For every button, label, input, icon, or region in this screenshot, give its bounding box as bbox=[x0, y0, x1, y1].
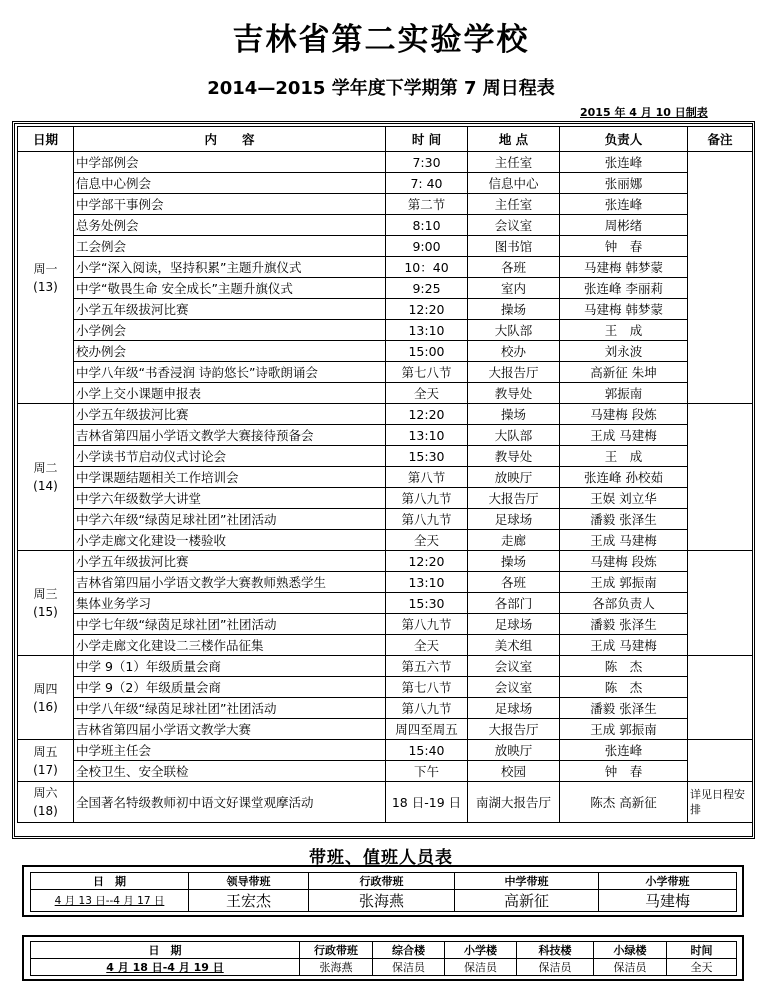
event-time: 12:20 bbox=[386, 404, 468, 425]
duty-header: 中学带班 bbox=[455, 873, 599, 890]
event-person: 周彬绪 bbox=[560, 215, 688, 236]
event-person: 张连峰 孙校茹 bbox=[560, 467, 688, 488]
week-day-number: (14) bbox=[33, 479, 58, 493]
event-place: 室内 bbox=[468, 278, 560, 299]
event-content: 中学部干事例会 bbox=[74, 194, 386, 215]
table-row bbox=[18, 383, 753, 404]
week-day-number: (15) bbox=[33, 605, 58, 619]
event-time: 13:10 bbox=[386, 425, 468, 446]
table-row bbox=[18, 782, 753, 823]
event-time: 7:30 bbox=[386, 152, 468, 173]
event-content: 总务处例会 bbox=[74, 215, 386, 236]
schedule-subtitle: 2014—2015 学年度下学期第 7 周日程表 bbox=[207, 78, 555, 99]
event-place: 图书馆 bbox=[468, 236, 560, 257]
table-row bbox=[18, 593, 753, 614]
event-time: 15:40 bbox=[386, 740, 468, 761]
event-person: 张连峰 bbox=[560, 740, 688, 761]
event-person: 刘永波 bbox=[560, 341, 688, 362]
event-note bbox=[688, 740, 753, 782]
duty-date: 4 月 13 日--4 月 17 日 bbox=[31, 890, 189, 912]
event-person: 各部负责人 bbox=[560, 593, 688, 614]
event-content: 信息中心例会 bbox=[74, 173, 386, 194]
table-row bbox=[18, 656, 753, 677]
weekday-duty-table bbox=[30, 872, 737, 912]
event-content: 小学“深入阅读，坚持积累”主题升旗仪式 bbox=[74, 257, 386, 278]
event-content: 中学八年级“书香浸润 诗韵悠长”诗歌朗诵会 bbox=[74, 362, 386, 383]
event-place: 足球场 bbox=[468, 614, 560, 635]
school-title: 吉林省第二实验学校 bbox=[232, 22, 530, 58]
event-place: 主任室 bbox=[468, 194, 560, 215]
event-place: 教导处 bbox=[468, 383, 560, 404]
made-date: 2015 年 4 月 10 日制表 bbox=[580, 106, 708, 119]
event-content: 中学 9（1）年级质量会商 bbox=[74, 656, 386, 677]
event-time: 12:20 bbox=[386, 299, 468, 320]
duty-header: 科技楼 bbox=[517, 942, 594, 959]
event-time: 10：40 bbox=[386, 257, 468, 278]
event-place: 各班 bbox=[468, 572, 560, 593]
weekday-duty-row bbox=[31, 890, 737, 912]
schedule-header-row bbox=[18, 127, 753, 152]
event-person: 王成 马建梅 bbox=[560, 425, 688, 446]
table-row bbox=[18, 740, 753, 761]
event-person: 潘毅 张泽生 bbox=[560, 698, 688, 719]
weekday-duty-header bbox=[31, 873, 737, 890]
duty-header: 行政带班 bbox=[300, 942, 373, 959]
event-content: 工会例会 bbox=[74, 236, 386, 257]
event-content: 小学五年级拔河比赛 bbox=[74, 299, 386, 320]
weekend-duty-box bbox=[22, 935, 744, 981]
event-place: 校园 bbox=[468, 761, 560, 782]
event-person: 潘毅 张泽生 bbox=[560, 509, 688, 530]
event-content: 中学课题结题相关工作培训会 bbox=[74, 467, 386, 488]
day-name: 周一 bbox=[33, 261, 58, 276]
event-content: 集体业务学习 bbox=[74, 593, 386, 614]
event-time: 13:10 bbox=[386, 320, 468, 341]
day-cell bbox=[18, 656, 74, 740]
event-place: 放映厅 bbox=[468, 467, 560, 488]
table-row bbox=[18, 320, 753, 341]
event-person: 马建梅 段炼 bbox=[560, 551, 688, 572]
duty-title: 带班、值班人员表 bbox=[309, 848, 453, 868]
table-row bbox=[18, 446, 753, 467]
event-place: 操场 bbox=[468, 404, 560, 425]
duty-header: 行政带班 bbox=[309, 873, 455, 890]
table-row bbox=[18, 635, 753, 656]
event-content: 小学五年级拔河比赛 bbox=[74, 551, 386, 572]
column-header: 时 间 bbox=[386, 127, 468, 152]
event-place: 各部门 bbox=[468, 593, 560, 614]
day-name: 周六 bbox=[33, 786, 58, 800]
event-content: 全校卫生、安全联检 bbox=[74, 761, 386, 782]
event-person: 王成 郭振南 bbox=[560, 719, 688, 740]
event-person: 张连峰 bbox=[560, 194, 688, 215]
weekend-duty-table bbox=[30, 941, 737, 976]
event-time: 第八九节 bbox=[386, 614, 468, 635]
day-cell bbox=[18, 551, 74, 656]
day-cell bbox=[18, 404, 74, 551]
event-content: 吉林省第四届小学语文教学大赛接待预备会 bbox=[74, 425, 386, 446]
table-row bbox=[18, 677, 753, 698]
duty-person: 王宏杰 bbox=[189, 890, 309, 912]
schedule-table bbox=[17, 126, 753, 823]
day-cell bbox=[18, 152, 74, 404]
event-time: 第七八节 bbox=[386, 362, 468, 383]
event-place: 校办 bbox=[468, 341, 560, 362]
event-time: 第七八节 bbox=[386, 677, 468, 698]
event-place: 大报告厅 bbox=[468, 362, 560, 383]
event-content: 全国著名特级教师初中语文好课堂观摩活动 bbox=[74, 782, 386, 823]
table-row bbox=[18, 278, 753, 299]
week-day-number: (13) bbox=[33, 279, 58, 294]
duty-header: 小绿楼 bbox=[594, 942, 667, 959]
table-row bbox=[18, 299, 753, 320]
event-place: 会议室 bbox=[468, 215, 560, 236]
event-content: 吉林省第四届小学语文教学大赛 bbox=[74, 719, 386, 740]
event-time: 下午 bbox=[386, 761, 468, 782]
duty-header: 日 期 bbox=[31, 942, 300, 959]
column-header: 备注 bbox=[688, 127, 753, 152]
event-person: 张连峰 bbox=[560, 152, 688, 173]
event-person: 王成 马建梅 bbox=[560, 635, 688, 656]
event-place: 操场 bbox=[468, 551, 560, 572]
event-person: 王成 郭振南 bbox=[560, 572, 688, 593]
duty-person: 保洁员 bbox=[445, 959, 517, 976]
day-name: 周三 bbox=[33, 587, 58, 601]
event-note: 详见日程安排 bbox=[688, 782, 753, 823]
duty-header: 时间 bbox=[667, 942, 737, 959]
duty-header: 领导带班 bbox=[189, 873, 309, 890]
event-content: 中学六年级数学大讲堂 bbox=[74, 488, 386, 509]
table-row bbox=[18, 698, 753, 719]
event-place: 足球场 bbox=[468, 509, 560, 530]
event-content: 小学上交小课题申报表 bbox=[74, 383, 386, 404]
event-content: 中学六年级“绿茵足球社团”社团活动 bbox=[74, 509, 386, 530]
event-content: 中学班主任会 bbox=[74, 740, 386, 761]
duty-person: 全天 bbox=[667, 959, 737, 976]
event-person: 王成 马建梅 bbox=[560, 530, 688, 551]
table-row bbox=[18, 362, 753, 383]
event-time: 9:00 bbox=[386, 236, 468, 257]
event-person: 马建梅 韩梦蒙 bbox=[560, 299, 688, 320]
event-content: 中学“敬畏生命 安全成长”主题升旗仪式 bbox=[74, 278, 386, 299]
event-place: 放映厅 bbox=[468, 740, 560, 761]
table-row bbox=[18, 761, 753, 782]
event-time: 第八节 bbox=[386, 467, 468, 488]
event-content: 吉林省第四届小学语文教学大赛教师熟悉学生 bbox=[74, 572, 386, 593]
table-row bbox=[18, 572, 753, 593]
event-place: 操场 bbox=[468, 299, 560, 320]
event-person: 钟 春 bbox=[560, 236, 688, 257]
duty-header: 日 期 bbox=[31, 873, 189, 890]
event-time: 12:20 bbox=[386, 551, 468, 572]
weekend-duty-header bbox=[31, 942, 737, 959]
event-time: 13:10 bbox=[386, 572, 468, 593]
table-row bbox=[18, 488, 753, 509]
event-place: 教导处 bbox=[468, 446, 560, 467]
event-person: 张连峰 李丽莉 bbox=[560, 278, 688, 299]
event-place: 足球场 bbox=[468, 698, 560, 719]
event-person: 高新征 朱坤 bbox=[560, 362, 688, 383]
week-day-number: (18) bbox=[33, 804, 58, 818]
table-row bbox=[18, 719, 753, 740]
event-time: 15:30 bbox=[386, 593, 468, 614]
column-header: 日期 bbox=[18, 127, 74, 152]
duty-person: 马建梅 bbox=[599, 890, 737, 912]
event-person: 王 成 bbox=[560, 320, 688, 341]
event-content: 小学例会 bbox=[74, 320, 386, 341]
event-time: 15:30 bbox=[386, 446, 468, 467]
day-cell bbox=[18, 740, 74, 782]
table-row bbox=[18, 236, 753, 257]
table-row bbox=[18, 467, 753, 488]
event-time: 15:00 bbox=[386, 341, 468, 362]
event-content: 小学读书节启动仪式讨论会 bbox=[74, 446, 386, 467]
event-content: 小学五年级拔河比赛 bbox=[74, 404, 386, 425]
event-person: 郭振南 bbox=[560, 383, 688, 404]
event-person: 王娱 刘立华 bbox=[560, 488, 688, 509]
event-time: 8:10 bbox=[386, 215, 468, 236]
event-time: 第八九节 bbox=[386, 698, 468, 719]
event-place: 大队部 bbox=[468, 425, 560, 446]
event-person: 陈杰 高新征 bbox=[560, 782, 688, 823]
event-time: 9:25 bbox=[386, 278, 468, 299]
table-row bbox=[18, 509, 753, 530]
event-place: 走廊 bbox=[468, 530, 560, 551]
event-person: 马建梅 韩梦蒙 bbox=[560, 257, 688, 278]
event-place: 信息中心 bbox=[468, 173, 560, 194]
event-time: 全天 bbox=[386, 635, 468, 656]
week-day-number: (16) bbox=[33, 699, 58, 714]
duty-person: 张海燕 bbox=[309, 890, 455, 912]
day-name: 周二 bbox=[33, 461, 58, 475]
table-row bbox=[18, 173, 753, 194]
weekday-duty-box bbox=[22, 865, 744, 917]
event-place: 大报告厅 bbox=[468, 719, 560, 740]
event-person: 陈 杰 bbox=[560, 677, 688, 698]
duty-header: 小学楼 bbox=[445, 942, 517, 959]
event-place: 主任室 bbox=[468, 152, 560, 173]
event-note bbox=[688, 404, 753, 551]
table-row bbox=[18, 425, 753, 446]
table-row bbox=[18, 194, 753, 215]
table-row bbox=[18, 341, 753, 362]
event-note bbox=[688, 656, 753, 740]
event-person: 钟 春 bbox=[560, 761, 688, 782]
table-row bbox=[18, 551, 753, 572]
column-header: 负责人 bbox=[560, 127, 688, 152]
duty-person: 张海燕 bbox=[300, 959, 373, 976]
event-time: 第八九节 bbox=[386, 509, 468, 530]
event-time: 第八九节 bbox=[386, 488, 468, 509]
duty-person: 保洁员 bbox=[373, 959, 445, 976]
duty-person: 高新征 bbox=[455, 890, 599, 912]
event-time: 第五六节 bbox=[386, 656, 468, 677]
event-content: 中学八年级“绿茵足球社团”社团活动 bbox=[74, 698, 386, 719]
weekly-schedule bbox=[12, 121, 755, 839]
event-time: 周四至周五 bbox=[386, 719, 468, 740]
event-person: 陈 杰 bbox=[560, 656, 688, 677]
event-content: 小学走廊文化建设二三楼作品征集 bbox=[74, 635, 386, 656]
event-time: 全天 bbox=[386, 383, 468, 404]
day-cell bbox=[18, 782, 74, 823]
table-row bbox=[18, 614, 753, 635]
duty-person: 保洁员 bbox=[594, 959, 667, 976]
week-day-number: (17) bbox=[33, 762, 58, 777]
event-content: 校办例会 bbox=[74, 341, 386, 362]
event-place: 南湖大报告厅 bbox=[468, 782, 560, 823]
table-row bbox=[18, 215, 753, 236]
duty-header: 综合楼 bbox=[373, 942, 445, 959]
event-place: 各班 bbox=[468, 257, 560, 278]
duty-person: 保洁员 bbox=[517, 959, 594, 976]
column-header: 内 容 bbox=[74, 127, 386, 152]
event-person: 潘毅 张泽生 bbox=[560, 614, 688, 635]
column-header: 地 点 bbox=[468, 127, 560, 152]
event-content: 小学走廊文化建设一楼验收 bbox=[74, 530, 386, 551]
event-time: 全天 bbox=[386, 530, 468, 551]
event-place: 会议室 bbox=[468, 677, 560, 698]
weekend-duty-row bbox=[31, 959, 737, 976]
event-place: 大队部 bbox=[468, 320, 560, 341]
event-time: 第二节 bbox=[386, 194, 468, 215]
event-note bbox=[688, 152, 753, 404]
event-time: 18 日-19 日 bbox=[386, 782, 468, 823]
event-place: 大报告厅 bbox=[468, 488, 560, 509]
table-row bbox=[18, 404, 753, 425]
day-name: 周四 bbox=[33, 681, 58, 696]
duty-date: 4 月 18 日-4 月 19 日 bbox=[31, 959, 300, 976]
table-row bbox=[18, 530, 753, 551]
table-row bbox=[18, 152, 753, 173]
event-time: 7: 40 bbox=[386, 173, 468, 194]
day-name: 周五 bbox=[33, 744, 58, 759]
event-note bbox=[688, 551, 753, 656]
event-person: 马建梅 段炼 bbox=[560, 404, 688, 425]
event-person: 王 成 bbox=[560, 446, 688, 467]
event-place: 美术组 bbox=[468, 635, 560, 656]
event-content: 中学 9（2）年级质量会商 bbox=[74, 677, 386, 698]
event-place: 会议室 bbox=[468, 656, 560, 677]
event-content: 中学七年级“绿茵足球社团”社团活动 bbox=[74, 614, 386, 635]
duty-header: 小学带班 bbox=[599, 873, 737, 890]
event-content: 中学部例会 bbox=[74, 152, 386, 173]
event-person: 张丽娜 bbox=[560, 173, 688, 194]
table-row bbox=[18, 257, 753, 278]
